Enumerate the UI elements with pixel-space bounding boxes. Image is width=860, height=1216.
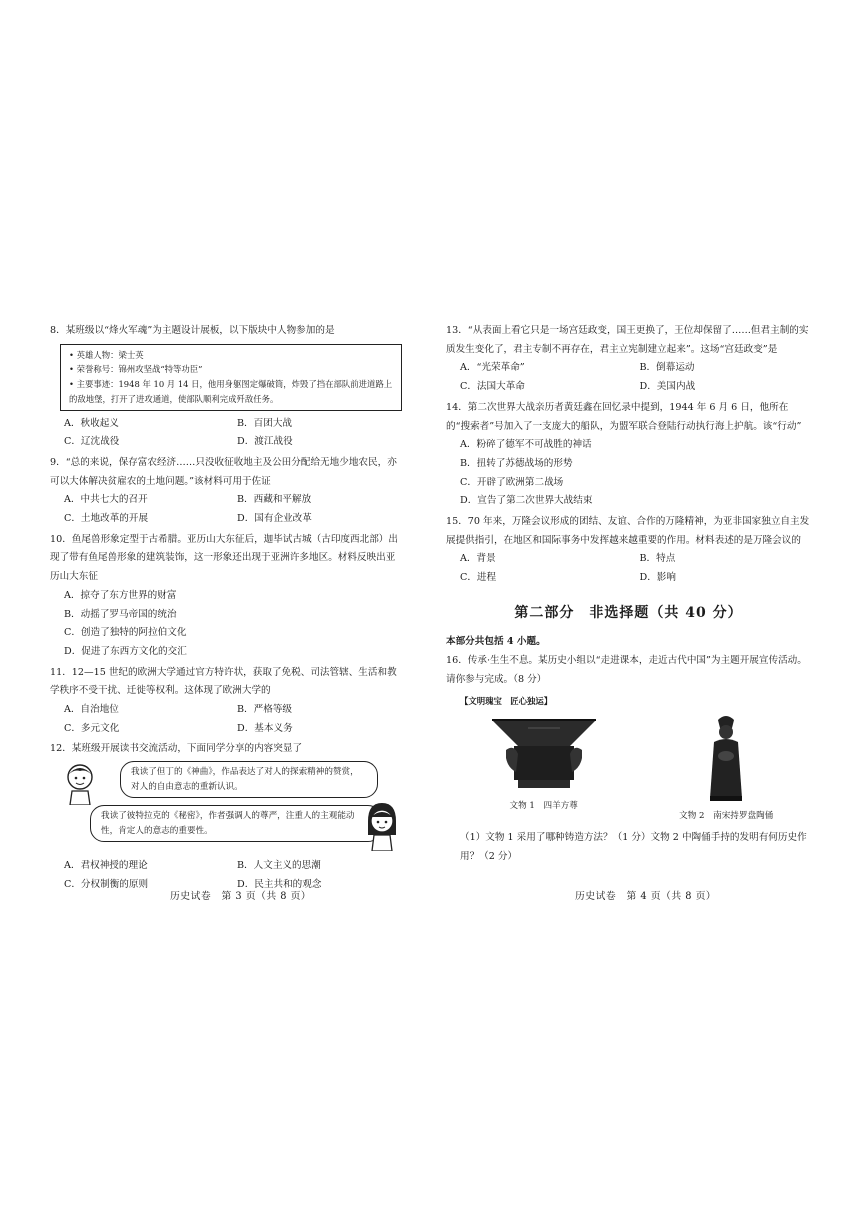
option-c: C．辽沈战役 xyxy=(64,436,120,448)
relic-1-caption: 文物 1 四羊方尊 xyxy=(509,801,578,812)
option-a: A．“光荣革命” xyxy=(460,362,525,374)
option-a: A．中共七大的召开 xyxy=(64,494,148,506)
option-d: D．渡江战役 xyxy=(237,436,293,448)
question-16-part-1: （1）文物 1 采用了哪种铸造方法？（1 分）文物 2 中陶俑手持的发明有何历史作用？（2 分） xyxy=(460,832,807,862)
option-c: C．创造了独特的阿拉伯文化 xyxy=(64,627,187,639)
option-b: B．倒幕运动 xyxy=(639,362,695,374)
question-15-stem: 15．70 年来，万隆会议形成的团结、友谊、合作的万隆精神，为亚非国家独立自主发展提供指引，在地区和国际事务中发挥越来越重要的作用。材料表述的是万隆会议的 xyxy=(446,516,810,546)
student-girl-icon xyxy=(362,801,402,851)
relic-2-caption: 文物 2 南宋持罗盘陶俑 xyxy=(679,811,774,822)
option-c: C．土地改革的开展 xyxy=(64,513,149,525)
option-d: D．民主共和的观念 xyxy=(237,878,322,890)
option-b: B．扭转了苏德战场的形势 xyxy=(460,457,573,469)
question-12-stem: 12．某班级开展读书交流活动，下面同学分享的内容突显了 xyxy=(50,743,303,755)
options xyxy=(446,436,811,511)
option-b: B．动摇了罗马帝国的统治 xyxy=(64,608,177,620)
part-2-title: 第二部分 非选择题（共 40 分） xyxy=(514,604,743,621)
relic-images xyxy=(446,714,811,826)
option-b: B．严格等级 xyxy=(237,704,293,716)
options xyxy=(50,701,402,738)
question-14-stem: 14．第二次世界大战亲历者黄廷鑫在回忆录中提到，1944 年 6 月 6 日，他所在的“搜索者”号加入了一支庞大的船队，为盟军联合登陆行动执行海上护航。该“行动” xyxy=(446,401,802,432)
question-11-stem: 11．12—15 世纪的欧洲大学通过官方特许状，获取了免税、司法管辖、生活和教学秩序不受干扰、迁徙等权利。这体现了欧洲大学的 xyxy=(50,666,397,697)
left-page xyxy=(50,322,402,897)
option-a: A．粉碎了德军不可战胜的神话 xyxy=(460,439,592,451)
part-2-note: 本部分共包括 4 小题。 xyxy=(446,636,546,648)
question-16-stem: 16．传承·生生不息。某历史小组以“走进课本，走近古代中国”为主题开展宣传活动。请你参与完成。（8 分） xyxy=(446,654,807,685)
options xyxy=(446,550,811,587)
info-box-line: • 主要事迹：1948 年 10 月 14 日，他用身躯图定爆破筒，炸毁了挡在部队前进道路上的敌地堡，打开了进攻通道，使部队顺利完成歼敌任务。 xyxy=(69,379,393,404)
info-box-line: • 荣誉称号：锦州攻坚战“特等功臣” xyxy=(69,364,203,375)
options xyxy=(50,587,402,662)
right-page xyxy=(446,322,811,869)
question-9 xyxy=(50,454,402,529)
student-boy-icon xyxy=(60,761,100,805)
option-c: C．开辟了欧洲第二战场 xyxy=(460,476,564,488)
option-a: A．掠夺了东方世界的财富 xyxy=(64,589,177,601)
option-d: D．基本义务 xyxy=(237,722,293,734)
option-a: A．秋收起义 xyxy=(64,417,119,429)
option-c: C．多元文化 xyxy=(64,722,120,734)
question-10 xyxy=(50,531,402,662)
options xyxy=(50,415,402,452)
question-8 xyxy=(50,322,402,452)
page-footer-left: 历史试卷 第 3 页（共 8 页） xyxy=(170,891,312,902)
option-b: B．人文主义的思潮 xyxy=(237,860,321,872)
question-13 xyxy=(446,322,811,397)
question-12 xyxy=(50,740,402,894)
option-d: D．美国内战 xyxy=(639,381,696,393)
option-a: A．自治地位 xyxy=(64,704,119,716)
option-c: C．分权制衡的原则 xyxy=(64,878,149,890)
option-a: A．背景 xyxy=(460,553,496,565)
question-8-stem: 8．某班级以“烽火军魂”为主题设计展板，以下版块中人物参加的是 xyxy=(50,325,335,336)
option-b: B．西藏和平解放 xyxy=(237,494,312,506)
info-box xyxy=(60,344,402,411)
section-heading: 【文明瑰宝 匠心独运】 xyxy=(460,696,553,707)
option-d: D．促进了东西方文化的交汇 xyxy=(64,645,187,657)
figurine-with-compass-image xyxy=(696,714,756,802)
info-box-line: • 英雄人物：梁士英 xyxy=(69,349,144,360)
four-ram-square-zun-image xyxy=(484,714,604,792)
option-d: D．宣告了第二次世界大战结束 xyxy=(460,495,593,507)
question-11 xyxy=(50,664,402,739)
options xyxy=(50,491,402,528)
option-b: B．特点 xyxy=(639,553,676,565)
question-9-stem: 9．“总的来说，保存富农经济……只没收征收地主及公田分配给无地少地农民，亦可以大体解决贫雇农的土地问题。”该材料可用于佐证 xyxy=(50,456,397,487)
option-d: D．国有企业改革 xyxy=(237,513,312,525)
relic-2 xyxy=(679,714,773,826)
reading-dialog xyxy=(50,761,402,853)
options xyxy=(446,359,811,396)
question-14 xyxy=(446,399,811,511)
question-15 xyxy=(446,513,811,588)
relic-1 xyxy=(484,714,604,826)
page-footer-right: 历史试卷 第 4 页（共 8 页） xyxy=(575,891,717,902)
speech-bubble-1: 我读了但丁的《神曲》，作品表达了对人的探索精神的赞赏，对人的自由意志的重新认识。 xyxy=(120,761,378,798)
option-a: A．君权神授的理论 xyxy=(64,860,148,872)
question-10-stem: 10．鱼尾兽形象定型于古希腊。亚历山大东征后，迦毕试古城（古印度西北部）出现了带有鱼尾兽形象的建筑装饰，这一形象还出现于亚洲许多地区。材料反映出亚历山大东征 xyxy=(50,533,398,583)
question-16 xyxy=(446,652,811,867)
option-c: C．进程 xyxy=(460,572,497,584)
option-b: B．百团大战 xyxy=(237,417,293,429)
speech-bubble-2: 我读了彼特拉克的《秘密》，作者强调人的尊严，注重人的主观能动性，肯定人的意志的重要性。 xyxy=(90,805,382,842)
option-d: D．影响 xyxy=(639,572,676,584)
question-13-stem: 13．“从表面上看它只是一场宫廷政变，国王更换了，王位却保留了……但君主制的实质发生变化了，君主专制不再存在，君主立宪制建立起来”。这场“宫廷政变”是 xyxy=(446,325,809,355)
option-c: C．法国大革命 xyxy=(460,381,525,393)
